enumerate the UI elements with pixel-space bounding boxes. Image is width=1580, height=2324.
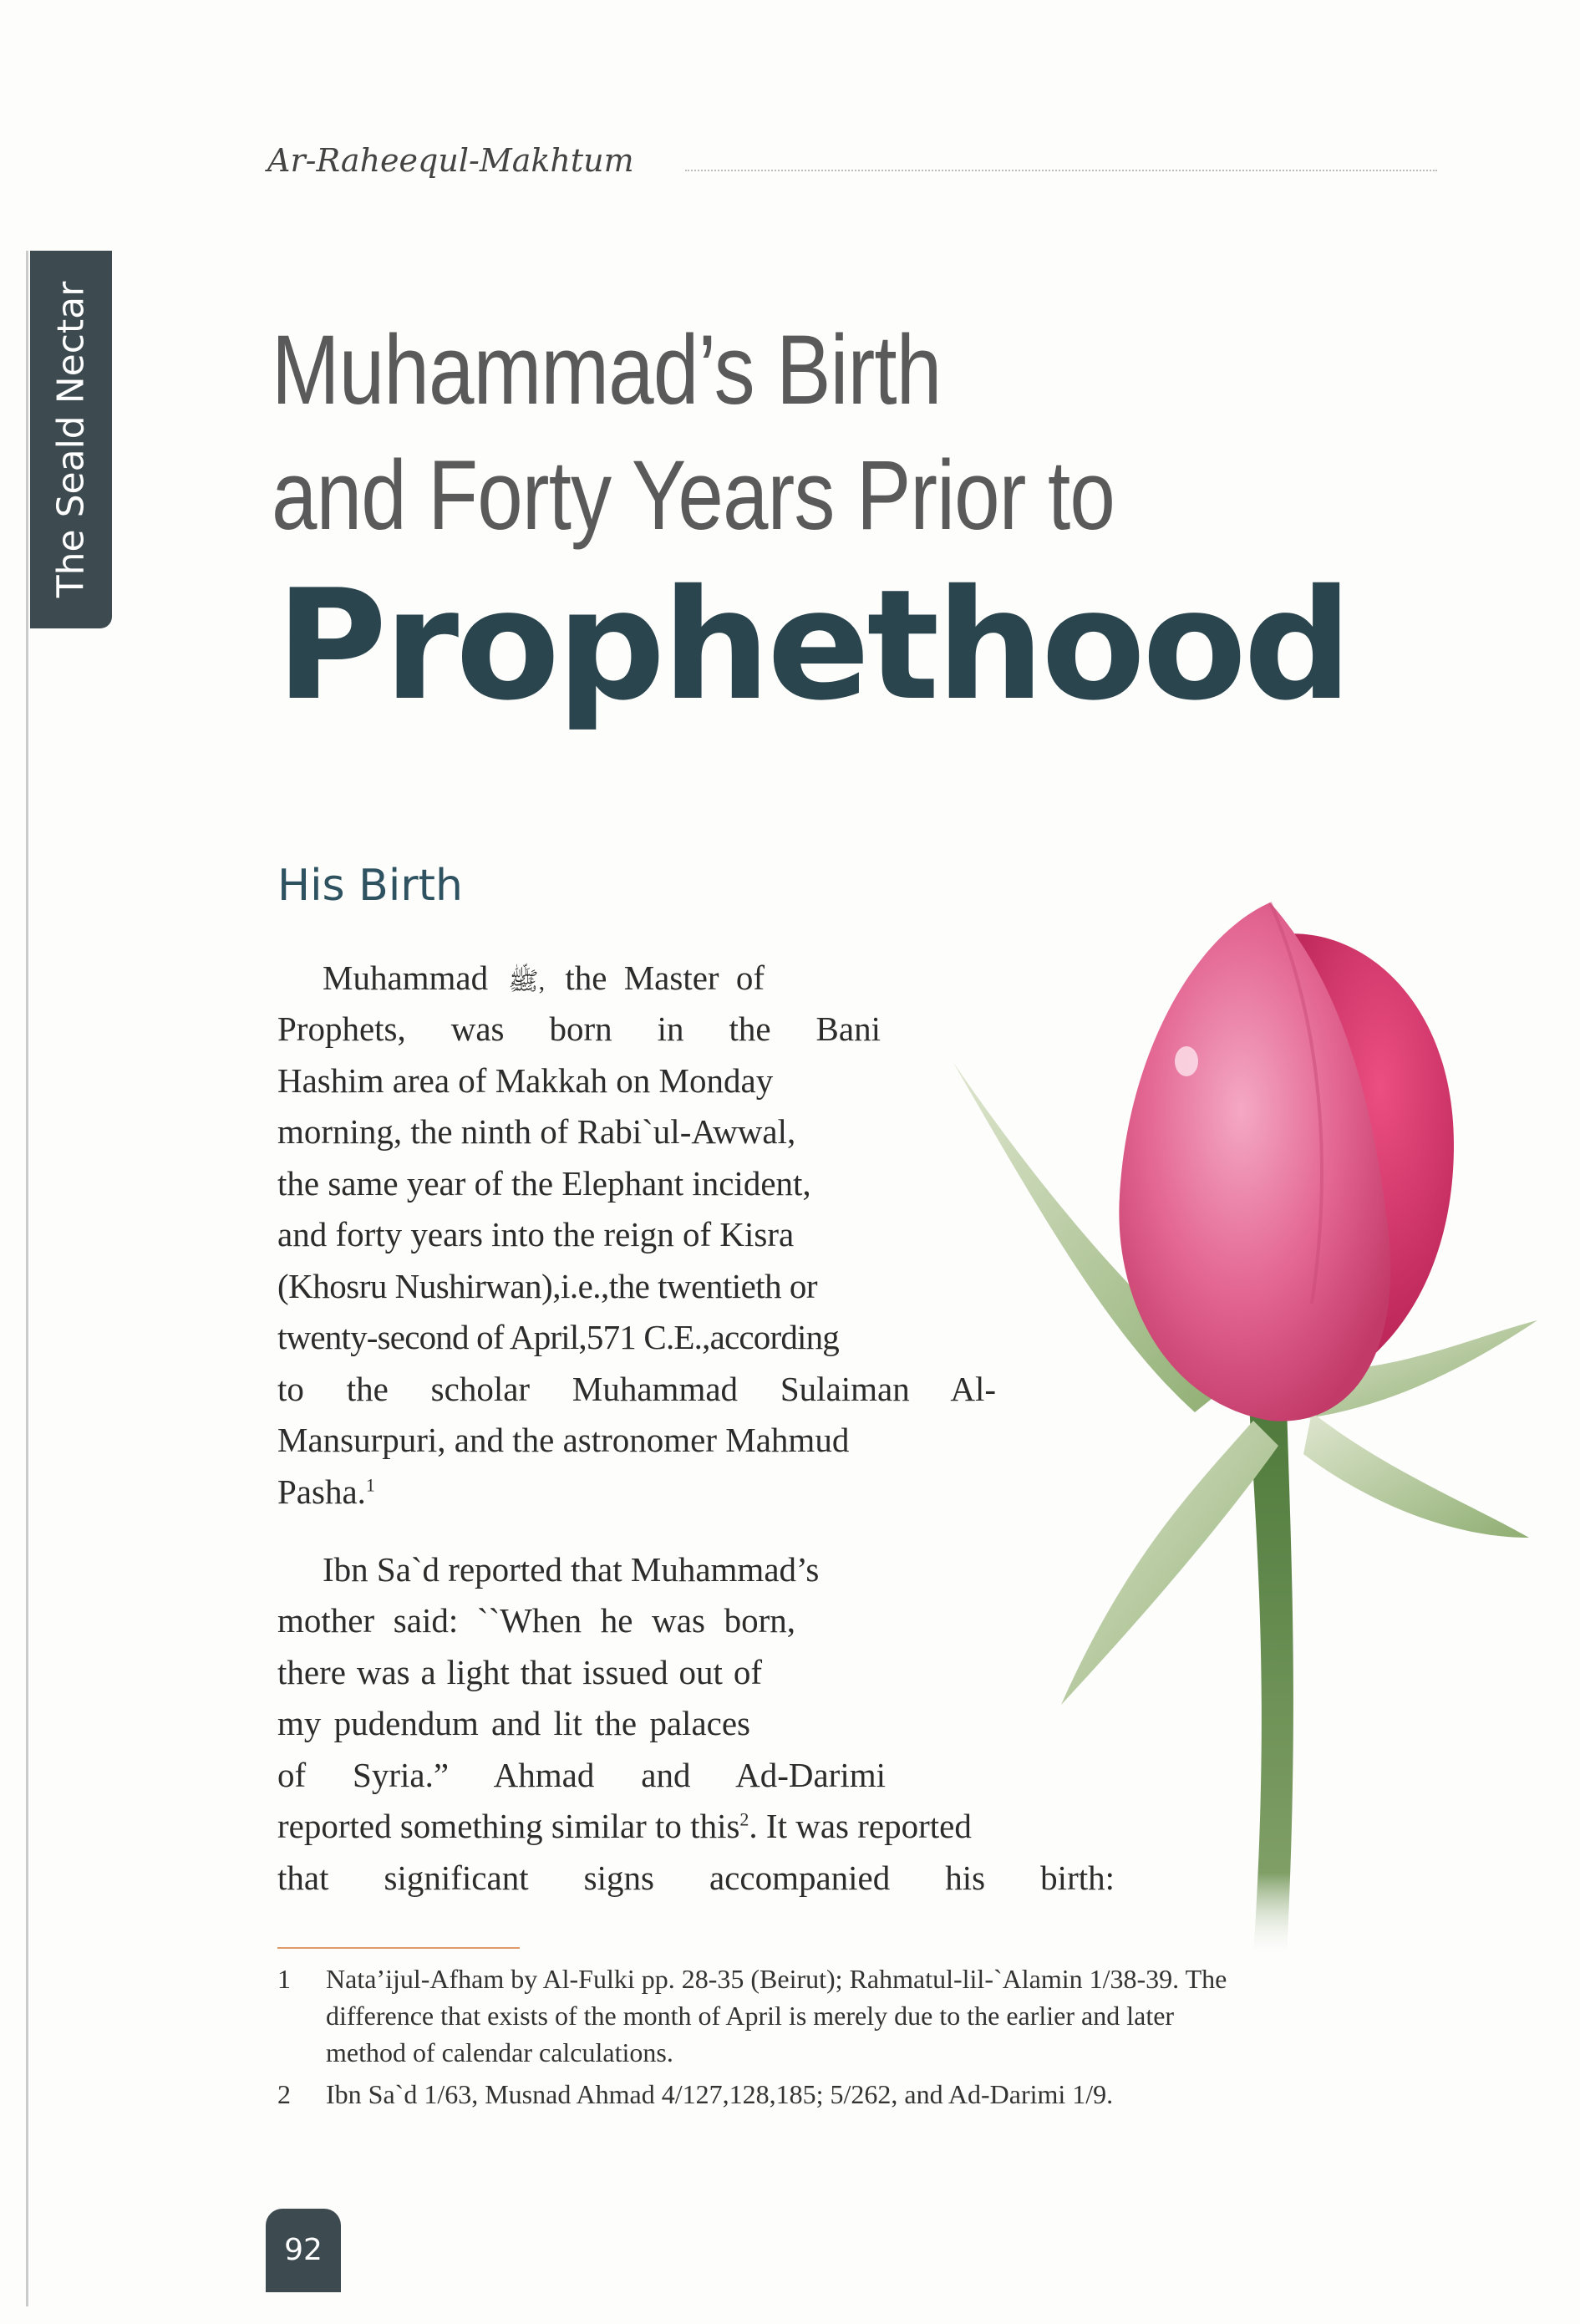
paragraph-1-line: the Master of (565, 959, 765, 997)
side-tab-label: The Seald Nectar (49, 281, 93, 598)
paragraph-1-line: to the scholar Muhammad Sulaiman Al- (277, 1370, 996, 1408)
paragraph-2-line: Ibn Sa`d reported that Muhammad’s (323, 1550, 820, 1589)
paragraph-2-line: there was a light that issued out of (277, 1653, 762, 1691)
rose-icon (919, 869, 1571, 1972)
chapter-title-light (272, 308, 1115, 558)
paragraph-1-line: and forty years into the reign of Kisra (277, 1215, 795, 1254)
running-head: Ar-Raheequl-Makhtum (267, 142, 634, 179)
running-head-rule (685, 170, 1437, 171)
footnote-line: difference that exists of the month of April is merely due to the earlier and later (326, 2001, 1175, 2031)
paragraph-1-line: Hashim area of Makkah on Monday (277, 1061, 774, 1100)
title-line-2: and Forty Years Prior to (272, 440, 1115, 551)
paragraph-1-line: Mansurpuri, and the astronomer Mahmud (277, 1421, 850, 1459)
footnote-ref-1[interactable]: 1 (365, 1474, 375, 1496)
footnote-number: 2 (277, 2079, 291, 2109)
side-tab (30, 251, 112, 628)
footnote-line: Nata’ijul-Afham by Al-Fulki pp. 28-35 (Beirut); Rahmatul-lil-`Alamin 1/38-39. The (326, 1964, 1227, 1994)
paragraph-1-line: Pasha. (277, 1472, 366, 1511)
paragraph-2-line: my pudendum and lit the palaces (277, 1704, 750, 1742)
paragraph-1-line: the same year of the Elephant incident, (277, 1164, 811, 1203)
honorific-glyph: ﷺ, (508, 968, 546, 995)
section-heading: His Birth (277, 861, 464, 911)
paragraph-2-line: that significant signs accompanied his birth: (277, 1859, 1115, 1897)
footnote-number: 1 (277, 1964, 291, 1994)
footnote-ref-2[interactable]: 2 (739, 1808, 749, 1830)
paragraph-1-line: Prophets, was born in the Bani (277, 1009, 881, 1048)
footnote-line: Ibn Sa`d 1/63, Musnad Ahmad 4/127,128,185; 5/262, and Ad-Darimi 1/9. (326, 2079, 1114, 2109)
paragraph-2-line: . It was reported (749, 1807, 972, 1845)
footnote-line: method of calendar calculations. (326, 2037, 673, 2067)
paragraph-1-line: Muhammad (323, 959, 489, 997)
page-number: 92 (266, 2209, 341, 2292)
gutter-line (26, 251, 28, 2306)
paragraph-1-line: morning, the ninth of Rabi`ul-Awwal, (277, 1112, 796, 1151)
title-line-1: Muhammad’s Birth (272, 315, 942, 425)
footnote-divider (277, 1947, 520, 1949)
paragraph-1-line: (Khosru Nushirwan),i.e.,the twentieth or (277, 1267, 818, 1305)
paragraph-2-line: of Syria.” Ahmad and Ad-Darimi (277, 1756, 886, 1794)
paragraph-1-line: twenty-second of April,571 C.E.,according (277, 1318, 840, 1356)
chapter-title-bold: Prophethood (276, 557, 1349, 734)
paragraph-2-line: mother said: ``When he was born, (277, 1601, 795, 1640)
paragraph-2-line: reported something similar to this (277, 1807, 740, 1845)
